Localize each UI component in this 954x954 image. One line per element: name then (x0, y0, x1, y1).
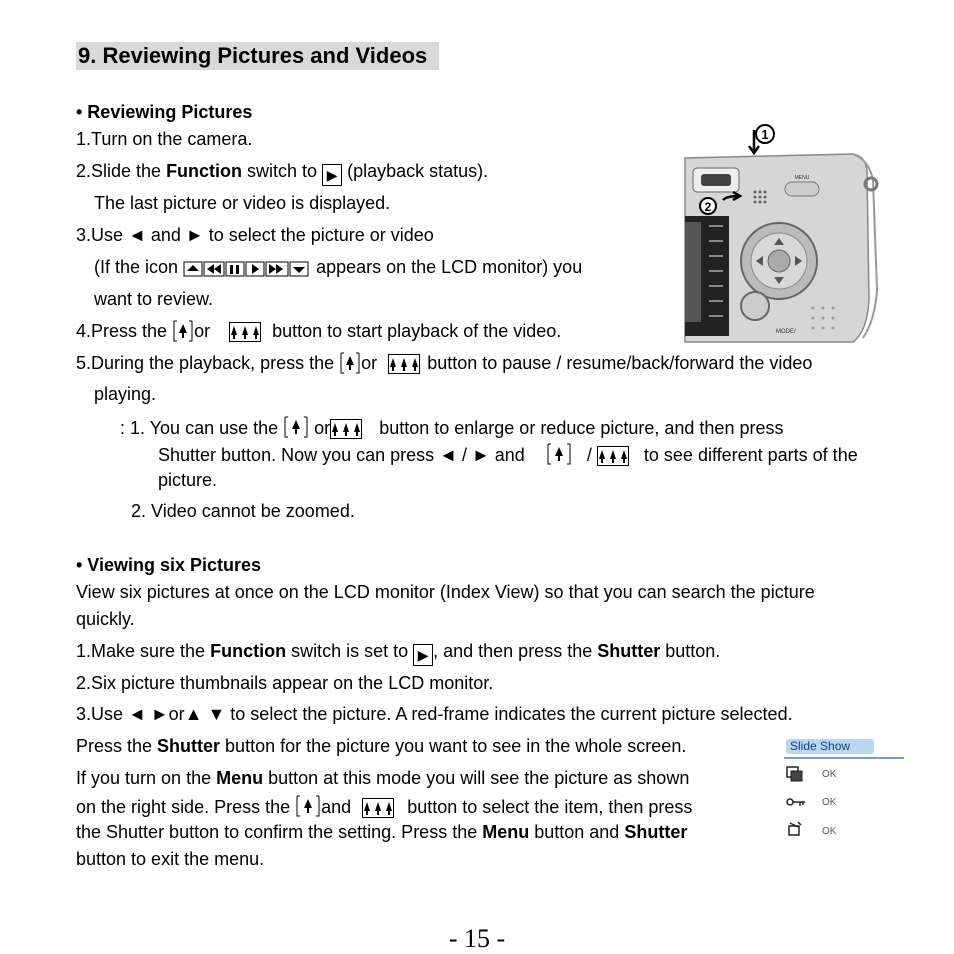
tele-zoom-icon (330, 419, 362, 439)
step-2: 2.Six picture thumbnails appear on the LCD monitor. (76, 673, 494, 693)
paragraph: quickly. (76, 609, 135, 629)
step-1: 1.Turn on the camera. (76, 129, 253, 149)
menu-screenshot (782, 736, 906, 846)
tele-zoom-icon (362, 798, 394, 818)
ok-label: OK (822, 826, 837, 837)
playback-icon: ▶ (322, 164, 342, 186)
subsection-title: • Viewing six Pictures (76, 555, 262, 575)
step-3-detail-2: want to review. (94, 289, 214, 309)
paragraph: on the right side. Press the and button to select the item, then press (76, 794, 692, 818)
menu-divider (784, 757, 904, 759)
callout-1: 1 (761, 127, 769, 142)
paragraph: button to exit the menu. (76, 849, 265, 869)
menu-button-label: MENU (794, 175, 810, 181)
tele-zoom-icon (597, 446, 629, 466)
step-3-detail: (If the icon appears on the LCD monitor) you (94, 257, 583, 277)
step-5-detail: playing. (94, 384, 157, 404)
step-3: 3.Use ◄ ►or▲ ▼ to select the picture. A red-frame indicates the current picture selected. (76, 704, 793, 724)
wide-zoom-icon (283, 415, 309, 439)
tele-zoom-icon (229, 322, 261, 342)
paragraph: If you turn on the Menu button at this mode you will see the picture as shown (76, 768, 690, 788)
note-1-line-2: Shutter button. Now you can press ◄ / ► and / to see different parts of the (158, 442, 858, 466)
paragraph: View six pictures at once on the LCD monitor (Index View) so that you can search the picture (76, 582, 815, 602)
playback-controls-icon (183, 260, 311, 278)
playback-icon: ▶ (413, 644, 433, 666)
page-number: - 15 - (448, 924, 506, 953)
wide-zoom-icon (546, 442, 572, 466)
note-2: 2. Video cannot be zoomed. (131, 501, 355, 521)
tele-zoom-icon (388, 354, 420, 374)
slideshow-icon (786, 766, 804, 784)
paragraph: the Shutter button to confirm the setting. Press the Menu button and Shutter (76, 822, 688, 842)
wide-zoom-icon (295, 794, 321, 818)
paragraph: Press the Shutter button for the picture you want to see in the whole screen. (76, 736, 687, 756)
wide-zoom-icon (172, 320, 194, 342)
note-1: : 1. You can use the or button to enlarge or reduce picture, and then press (120, 415, 783, 439)
slide-show-label: Slide Show (786, 739, 874, 754)
callout-2: 2 (704, 200, 712, 214)
delete-icon (786, 821, 804, 837)
note-1-line-3: picture. (158, 470, 218, 490)
wide-zoom-icon (339, 352, 361, 374)
step-1: 1.Make sure the Function switch is set to ▶ , and then press the Shutter button. (76, 640, 720, 666)
step-5: 5.During the playback, press the or button to pause / resume/back/forward the video (76, 353, 813, 373)
svg-text:MODE/: MODE/ (776, 329, 796, 335)
step-2-detail: The last picture or video is displayed. (94, 193, 391, 213)
protect-icon (786, 796, 806, 808)
subsection-title: • Reviewing Pictures (76, 102, 253, 122)
step-4: 4.Press the or button to start playback of the video. (76, 321, 562, 341)
camera-illustration (683, 120, 883, 344)
ok-label: OK (822, 797, 837, 808)
step-3: 3.Use ◄ and ► to select the picture or video (76, 225, 434, 245)
step-2: 2.Slide the Function switch to ▶ (playback status). (76, 160, 488, 186)
ok-label: OK (822, 769, 837, 780)
section-heading: 9. Reviewing Pictures and Videos (76, 42, 439, 70)
